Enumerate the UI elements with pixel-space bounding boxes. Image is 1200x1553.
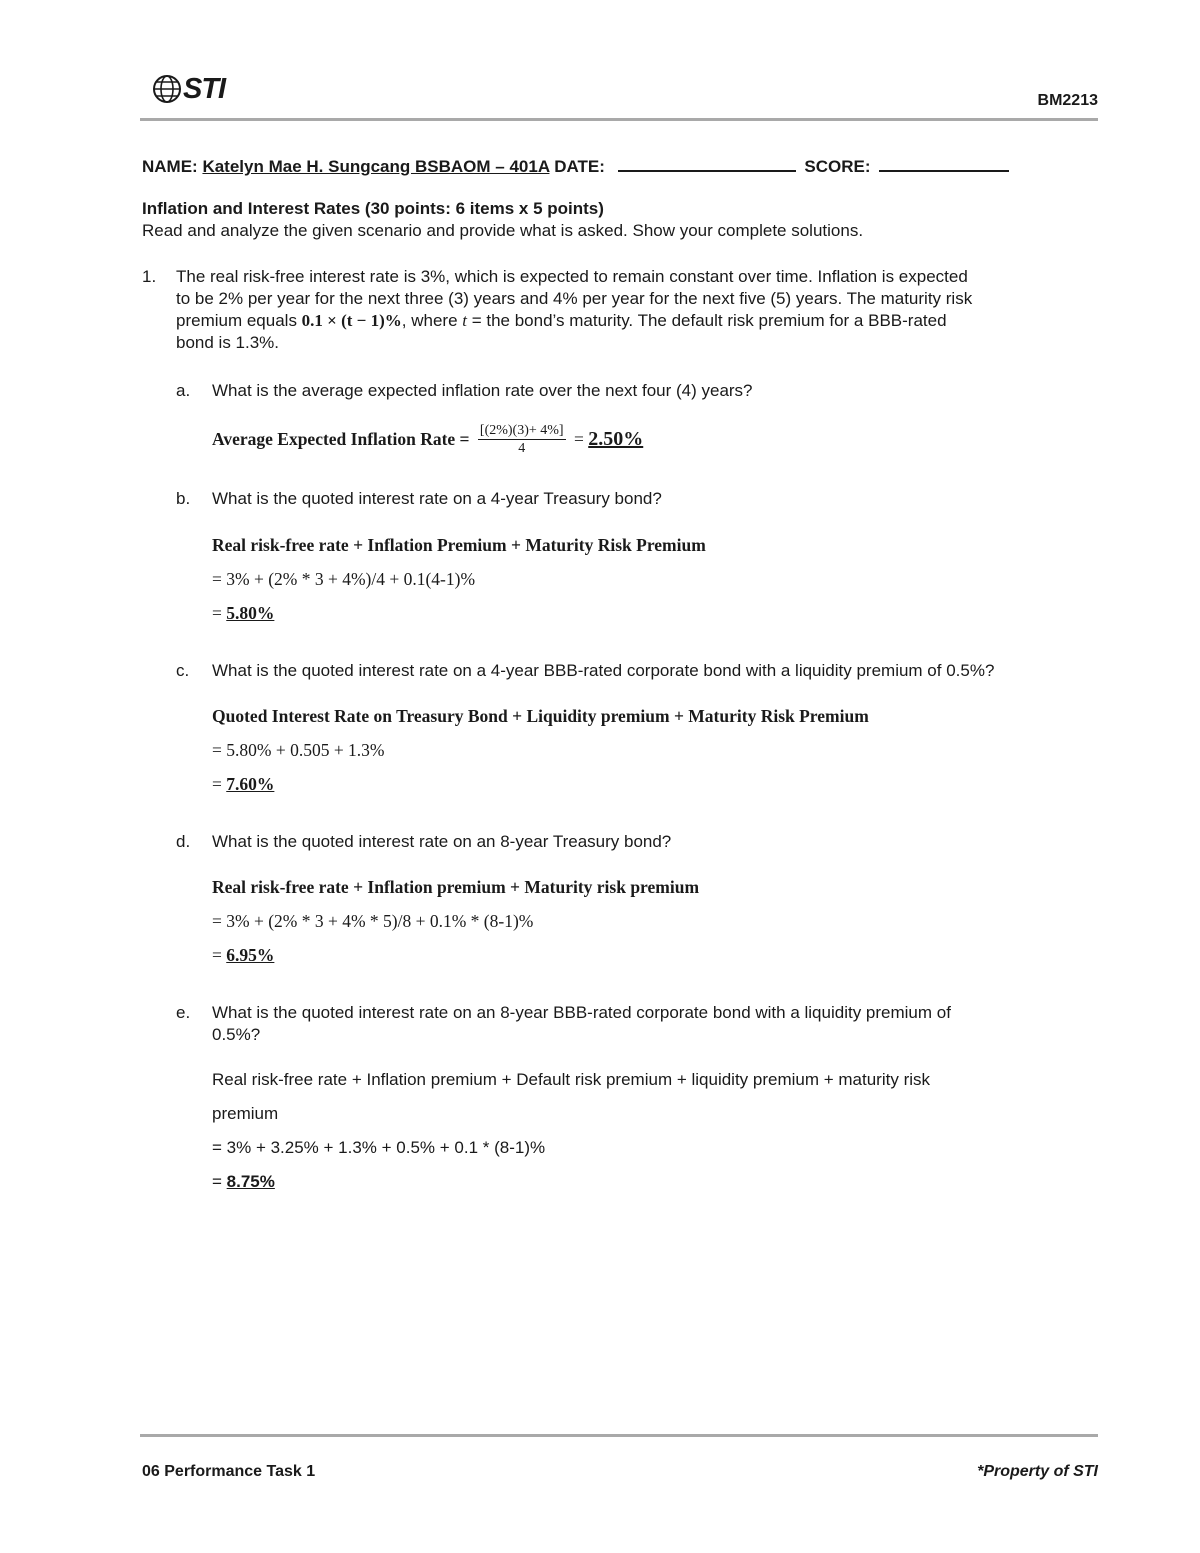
header-divider — [140, 118, 1098, 121]
question-c-work-1: Quoted Interest Rate on Treasury Bond + Liquidity premium + Maturity Risk Premium — [212, 706, 869, 726]
name-label: NAME: — [142, 157, 198, 176]
footer-right: *Property of STI — [977, 1463, 1098, 1480]
formula-label: Average Expected Inflation Rate = — [212, 429, 474, 449]
question-a-text: What is the average expected inflation rate over the next four (4) years? — [212, 381, 753, 400]
maturity-formula: 0.1 × (t − 1)% — [301, 311, 402, 330]
problem-line-3-start: premium equals — [176, 311, 302, 330]
equals-sign: = — [212, 945, 227, 965]
footer-divider — [140, 1434, 1098, 1437]
answer-b: 5.80% — [226, 603, 275, 623]
section-title: Inflation and Interest Rates (30 points: 6 items x 5 points) — [142, 199, 604, 218]
question-a-formula — [212, 422, 643, 457]
problem-line-1: The real risk-free interest rate is 3%, which is expected to remain constant over time. Inflation is expected — [176, 267, 968, 286]
globe-icon — [152, 74, 182, 104]
date-blank — [618, 152, 796, 172]
footer-left: 06 Performance Task 1 — [142, 1463, 316, 1480]
question-e-work-1: Real risk-free rate + Inflation premium + Default risk premium + liquidity premium + maturity risk — [212, 1070, 931, 1089]
score-label: SCORE: — [804, 157, 871, 176]
question-d-work-2: = 3% + (2% * 3 + 4% * 5)/8 + 0.1% * (8-1)% — [212, 911, 534, 931]
question-e-work-2: premium — [212, 1104, 279, 1123]
question-d-label: d. — [176, 832, 191, 851]
question-b-work-1: Real risk-free rate + Inflation Premium + Maturity Risk Premium — [212, 535, 706, 555]
question-b-text: What is the quoted interest rate on a 4-year Treasury bond? — [212, 489, 662, 508]
problem-line-2: to be 2% per year for the next three (3) years and 4% per year for the next five (5) years. The maturity risk — [176, 289, 973, 308]
problem-line-3-mid: , where — [401, 311, 463, 330]
answer-d: 6.95% — [226, 945, 275, 965]
answer-e: 8.75% — [226, 1172, 275, 1191]
question-e-label: e. — [176, 1003, 191, 1022]
fraction-denominator: 4 — [518, 441, 526, 456]
question-d-text: What is the quoted interest rate on an 8-year Treasury bond? — [212, 832, 672, 851]
question-c-text: What is the quoted interest rate on a 4-year BBB-rated corporate bond with a liquidity premium of 0.5%? — [212, 661, 995, 680]
question-e-work-3: = 3% + 3.25% + 1.3% + 0.5% + 0.1 * (8-1)% — [212, 1138, 546, 1157]
course-code: BM2213 — [1037, 92, 1098, 109]
question-a-label: a. — [176, 381, 191, 400]
question-e-text-1: What is the quoted interest rate on an 8-year BBB-rated corporate bond with a liquidity premium of — [212, 1003, 951, 1022]
section-instructions: Read and analyze the given scenario and provide what is asked. Show your complete solutions. — [142, 221, 864, 240]
name-value: Katelyn Mae H. Sungcang BSBAOM – 401A — [202, 157, 550, 176]
question-b-result — [212, 602, 274, 624]
equals-sign: = — [212, 603, 227, 623]
problem-line-4: bond is 1.3%. — [176, 333, 280, 352]
problem-number: 1. — [142, 267, 157, 286]
logo-text: STI — [183, 72, 226, 105]
question-e-result — [212, 1171, 275, 1193]
question-c-work-2: = 5.80% + 0.505 + 1.3% — [212, 740, 385, 760]
equals-sign: = — [212, 1172, 227, 1191]
question-c-result — [212, 773, 274, 795]
fraction-numerator: [(2%)(3)+ 4%] — [479, 423, 564, 438]
question-b-label: b. — [176, 489, 191, 508]
equals-sign: = — [569, 429, 589, 449]
question-b-work-2: = 3% + (2% * 3 + 4%)/4 + 0.1(4-1)% — [212, 569, 476, 589]
problem-text — [176, 266, 1100, 354]
question-d-result — [212, 944, 274, 966]
variable-t: t — [462, 311, 467, 330]
date-label: DATE: — [554, 157, 605, 176]
score-blank — [879, 152, 1009, 172]
answer-c: 7.60% — [226, 774, 275, 794]
student-info-line — [142, 152, 1009, 178]
equals-sign: = — [212, 774, 227, 794]
question-c-label: c. — [176, 661, 190, 680]
problem-line-3 — [176, 310, 1100, 332]
fraction — [478, 422, 566, 457]
answer-a: 2.50% — [588, 428, 644, 450]
question-e-text-2: 0.5%? — [212, 1025, 261, 1044]
question-d-work-1: Real risk-free rate + Inflation premium + Maturity risk premium — [212, 877, 700, 897]
sti-logo — [152, 72, 225, 106]
problem-line-3-end: = the bond’s maturity. The default risk premium for a BBB-rated — [467, 311, 947, 330]
